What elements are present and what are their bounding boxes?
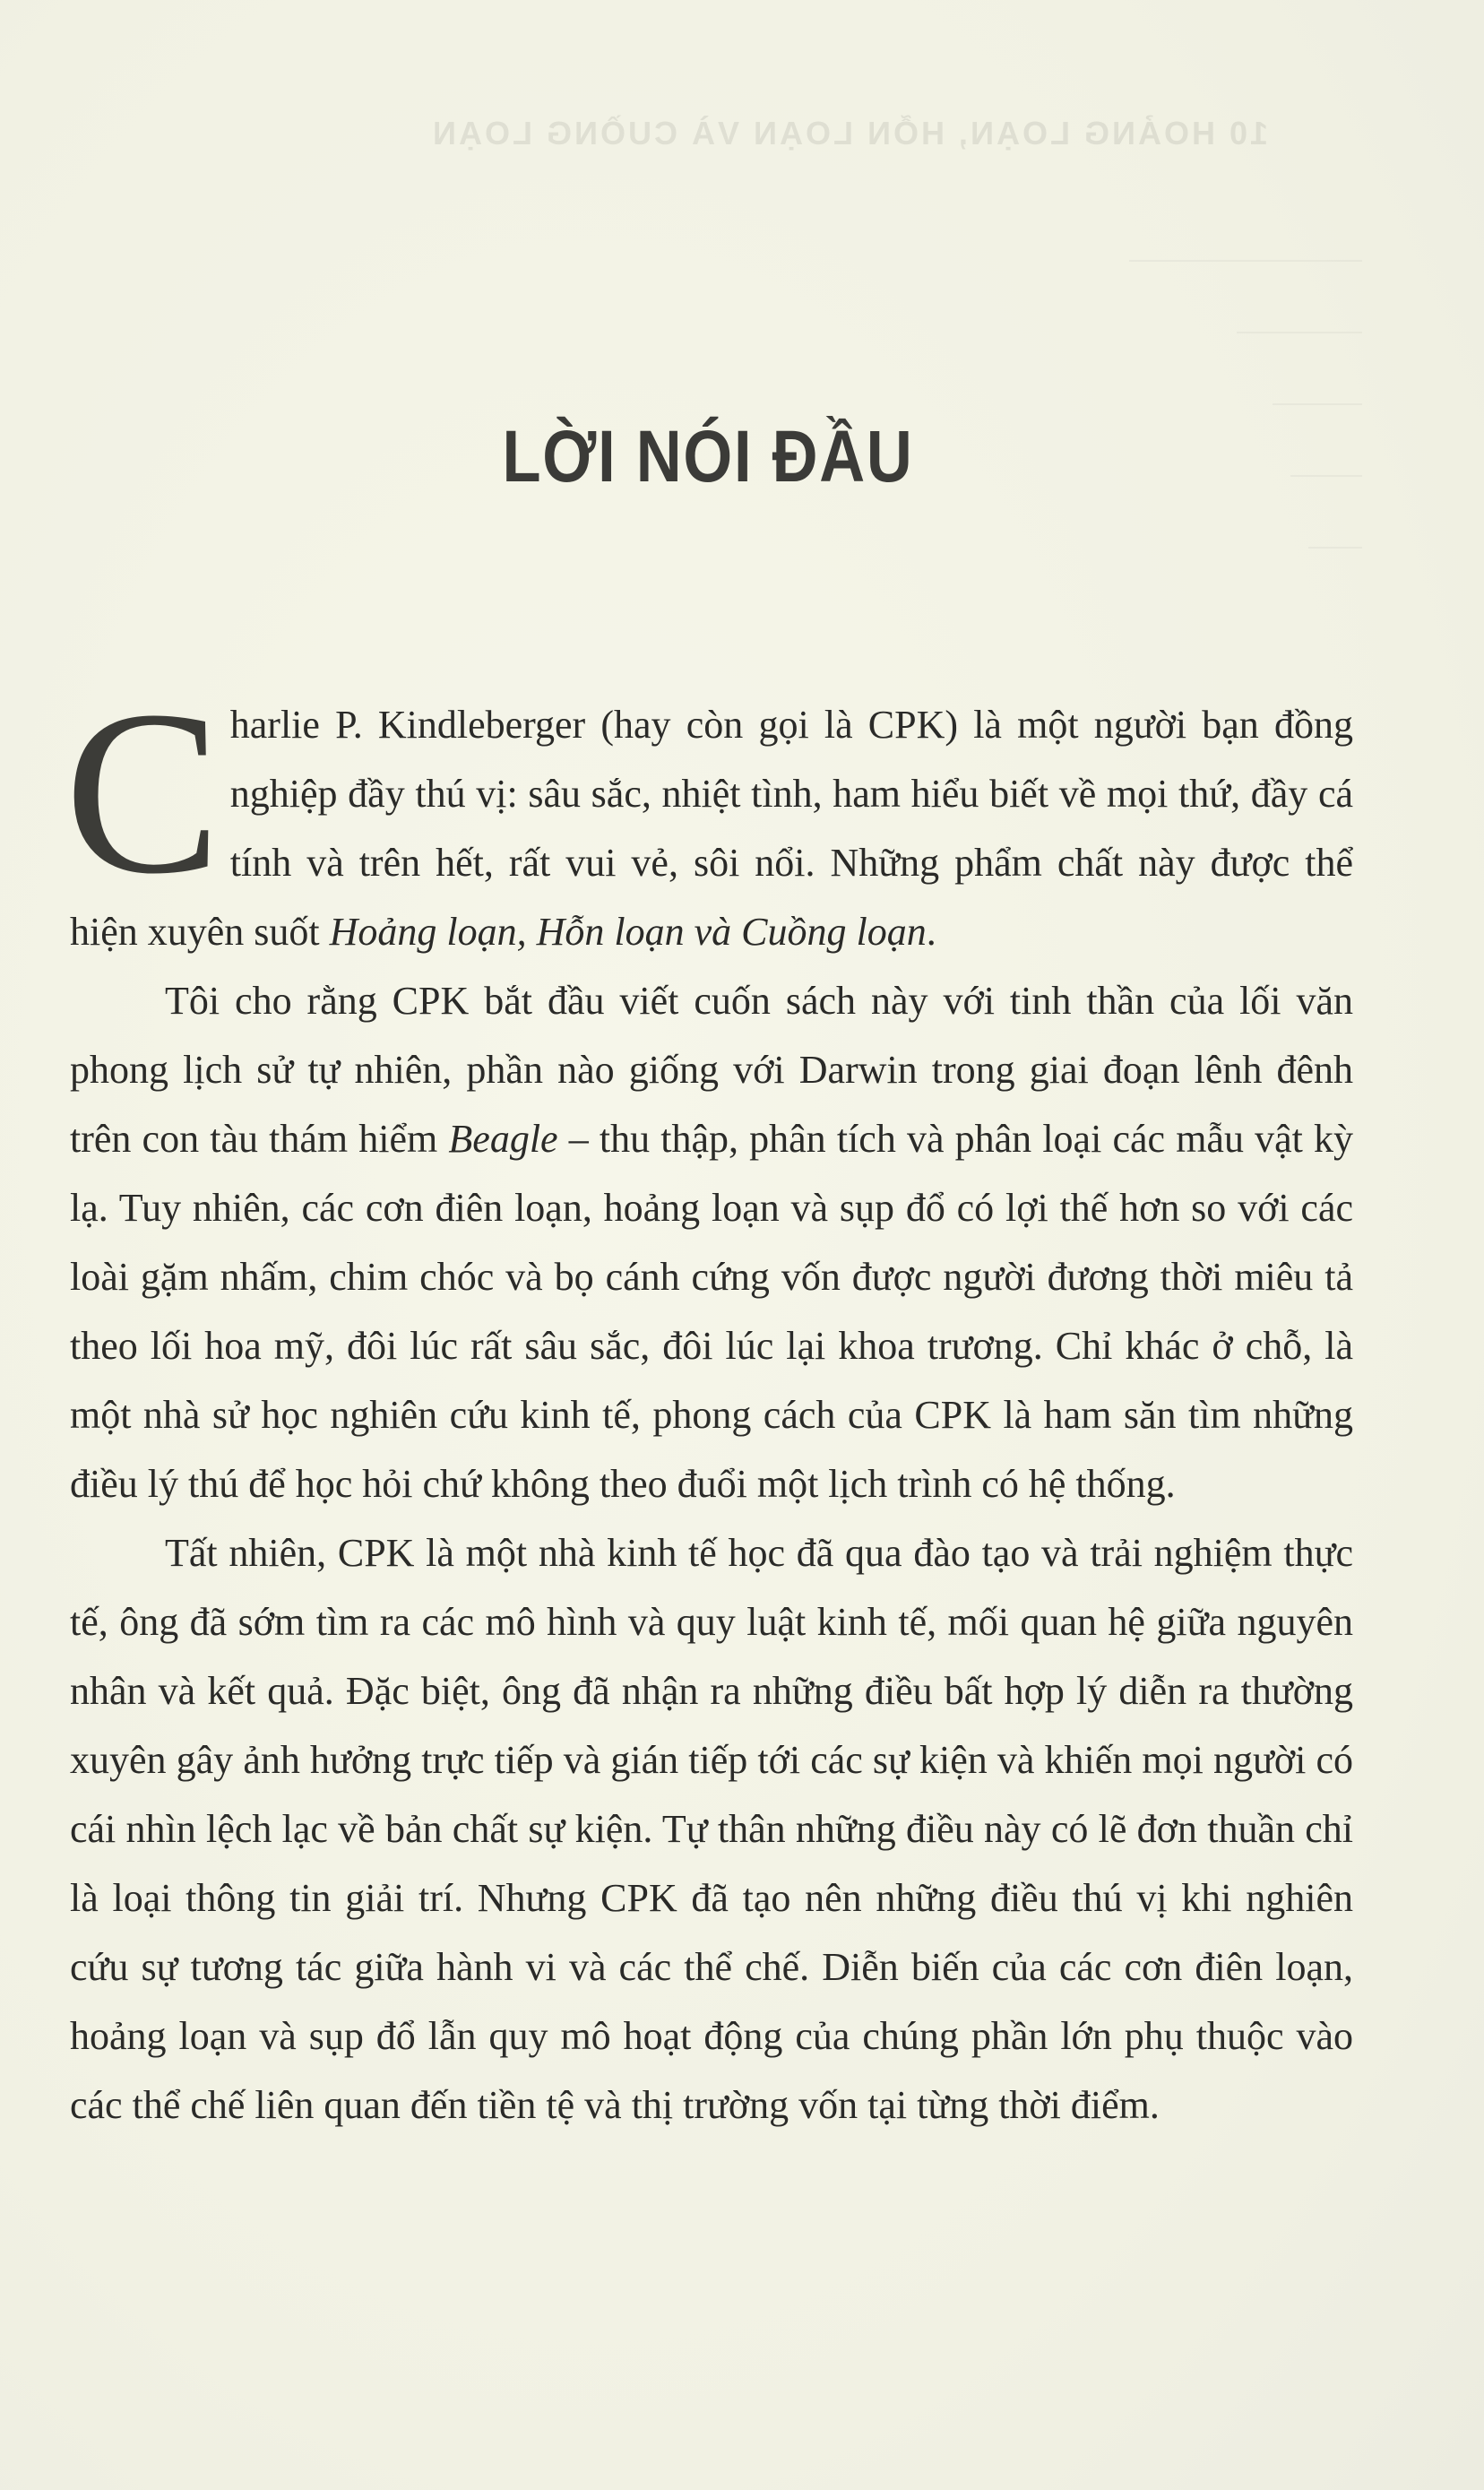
show-through-line [1308,547,1362,549]
text-run: harlie P. Kindleberger (hay còn gọi là CPK) là một người bạn đồng nghiệp đầy thú vị: sâu sắc, nhiệt tình, ham hiểu biết về mọi thứ, đầy cá tính và trên hết, rất vui vẻ, sôi nổi. Những phẩm chất này được thể hiện xuyên suốt [70,703,1353,954]
text-run: – thu thập, phân tích và phân loại các mẫu vật kỳ lạ. Tuy nhiên, các cơn điên loạn, hoảng loạn và sụp đổ có lợi thế hơn so với các loài gặm nhấm, chim chóc và bọ cánh cứng vốn được người đương thời miêu tả theo lối hoa mỹ, đôi lúc rất sâu sắc, đôi lúc lại khoa trương. Chỉ khác ở chỗ, là một nhà sử học nghiên cứu kinh tế, phong cách của CPK là ham săn tìm những điều lý thú để học hỏi chứ không theo đuổi một lịch trình có hệ thống. [70,1117,1353,1506]
text-run: Tất nhiên, CPK là một nhà kinh tế học đã qua đào tạo và trải nghiệm thực tế, ông đã sớm tìm ra các mô hình và quy luật kinh tế, mối quan hệ giữa nguyên nhân và kết quả. Đặc biệt, ông đã nhận ra những điều bất hợp lý diễn ra thường xuyên gây ảnh hưởng trực tiếp và gián tiếp tới các sự kiện và khiến mọi người có cái nhìn lệch lạc về bản chất sự kiện. Tự thân những điều này có lẽ đơn thuần chỉ là loại thông tin giải trí. Nhưng CPK đã tạo nên những điều thú vị khi nghiên cứu sự tương tác giữa hành vi và các thể chế. Diễn biến của các cơn điên loạn, hoảng loạn và sụp đổ lẫn quy mô hoạt động của chúng phần lớn phụ thuộc vào các thể chế liên quan đến tiền tệ và thị trường vốn tại từng thời điểm. [70,1531,1353,2127]
show-through-line [1237,332,1362,333]
paragraph [70,1518,1353,2140]
text-run: . [926,910,936,954]
book-title-italic: Hoảng loạn, Hỗn loạn và Cuồng loạn [329,910,927,954]
drop-cap: C [65,662,221,922]
show-through-line [1129,260,1362,262]
body-text [65,662,1353,2140]
paragraph [65,662,1353,966]
paragraph [70,966,1353,1518]
text-run: Tôi cho rằng CPK bắt đầu viết cuốn sách này với tinh thần của lối văn phong lịch sử tự nhiên, phần nào giống với Darwin trong giai đoạn lênh đênh trên con tàu thám hiểm [70,979,1353,1161]
chapter-title: LỜI NÓI ĐẦU [502,415,914,497]
ship-name-italic: Beagle [448,1117,558,1161]
show-through-header: 10 HOẢNG LOẠN, HỖN LOẠN VÀ CUỒNG LOẠN [430,115,1269,151]
show-through-line [1273,403,1362,405]
